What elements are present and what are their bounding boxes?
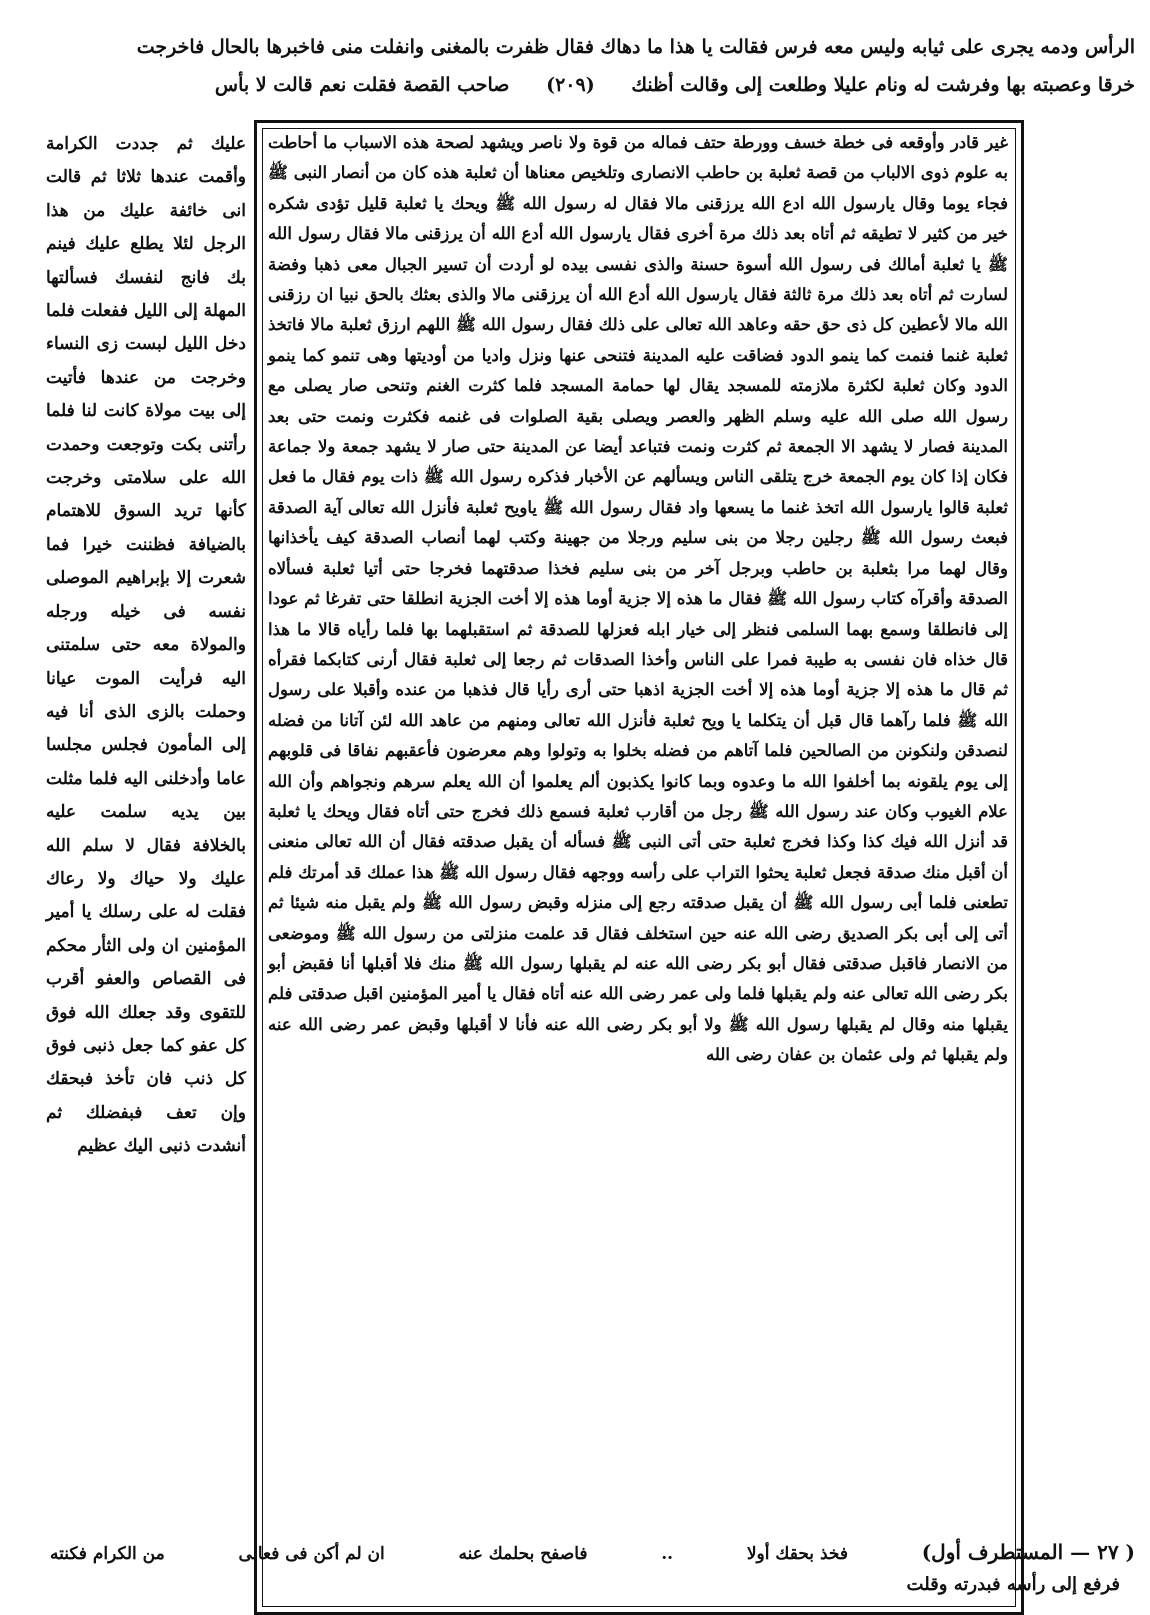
footer-row <box>50 1540 1135 1564</box>
margin-end-line: من الكرام فكنته <box>50 1544 165 1564</box>
header-line-2 <box>50 66 1135 104</box>
verse-part-b: فاصفح بحلمك عنه <box>458 1544 588 1564</box>
margin-paragraph: عليك ثم جددت الكرامة وأقمت عندها ثلاثا ثم قالت انى خائفة عليك من هذا الرجل لئلا يطلع عليك فينم بك فانج لنفسك فسألتها المهلة إلى الليل ففعلت فلما دخل الليل لبست زى النساء وخرجت من عندها فأتيت إلى بيت مولاة كانت لنا فلما رأتنى بكت وتوجعت وحمدت الله على سلامتى وخرجت كأنها تريد السوق للاهتمام بالضيافة فظننت خيرا فما شعرت إلا بإبراهيم الموصلى نفسه فى خيله ورجله والمولاة معه حتى سلمتنى اليه فرأيت الموت عيانا وحملت بالزى الذى أنا فيه إلى المأمون فجلس مجلسا عاما وأدخلنى اليه فلما مثلت بين يديه سلمت عليه بالخلافة فقال لا سلم الله عليك ولا حياك ولا رعاك فقلت له على رسلك يا أمير المؤمنين ان ولى الثأر محكم فى القصاص والعفو أقرب للتقوى وقد جعلك الله فوق كل عفو كما جعل ذنبى فوق كل ذنب فان تأخذ فبحقك وإن تعف فبفضلك ثم أنشدت ذنبى اليك عظيم <box>46 134 246 1157</box>
verse-part-a: فخذ بحقك أولا <box>746 1544 848 1564</box>
signature-mark: ( ٢٧ — المستطرف أول) <box>921 1540 1135 1564</box>
header-line-2a: خرقا وعصبته بها وفرشت له ونام عليلا وطلعت إلى وقالت أظنك <box>631 74 1135 96</box>
verse-part-c: ان لم أكن فى فعالى <box>238 1544 385 1564</box>
margin-text-column <box>46 128 246 1164</box>
header-line-2b: صاحب القصة فقلت نعم قالت لا بأس <box>214 74 510 96</box>
page-number: (٢٠٩) <box>546 74 595 96</box>
header-line-1: الرأس ودمه يجرى على ثيابه وليس معه فرس فقالت يا هذا ما دهاك فقال ظفرت بالمغنى وانفلت منى فاخبرها بالحال فاخرجت <box>136 36 1135 58</box>
main-text-column <box>262 128 1014 1071</box>
last-line: فرفع إلى رأسه فبدرته وقلت <box>906 1574 1120 1595</box>
main-paragraph: غير قادر وأوقعه فى خطة خسف وورطة حتف فماله من قوة ولا ناصر ويشهد لصحة هذه الاسباب ما أحاطت به علوم ذوى الالباب من قصة ثعلبة بن حاطب الانصارى وتلخيص معناها أن ثعلبة هذه كان من أنصار النبى ﷺ فجاء يوما وقال يارسول الله ادع الله يرزقنى مالا فقال له رسول الله ﷺ ويحك يا ثعلبة قليل تؤدى شكره خير من كثير لا تطيقه ثم أتاه بعد ذلك مرة أخرى فقال يارسول الله أدع الله أن يرزقنى مالا فقال رسول الله ﷺ يا ثعلبة أمالك فى رسول الله أسوة حسنة والذى نفسى بيده لو أردت أن تسير الجبال معى ذهبا وفضة لسارت ثم أتاه بعد ذلك مرة ثالثة فقال يارسول الله أدع الله أن يرزقنى مالا والذى بعثك بالحق نبيا ان رزقنى الله مالا لأعطين كل ذى حق حقه وعاهد الله تعالى على ذلك فقال رسول الله ﷺ اللهم ارزق ثعلبة مالا فاتخذ ثعلبة غنما فنمت كما ينمو الدود فضاقت عليه المدينة فتنحى عنها ونزل واديا من أوديتها وهى تنمو كما ينمو الدود وكان ثعلبة لكثرة ملازمته للمسجد يقال لها حمامة المسجد فلما كثرت الغنم وتنحى صار يصلى مع رسول الله صلى الله عليه وسلم الظهر والعصر ويصلى بقية الصلوات فى غنمه فكثرت ونمت حتى بعد المدينة فصار لا يشهد الا الجمعة ثم كثرت ونمت فتباعد أيضا عن المدينة حتى صار لا يشهد جمعة ولا جماعة فكان إذا كان يوم الجمعة خرج يتلقى الناس ويسألهم عن الأخبار فذكره رسول الله ﷺ ذات يوم فقال ما فعل ثعلبة قالوا يارسول الله اتخذ غنما ما يسعها واد فقال رسول الله ﷺ ياويح ثعلبة فأنزل الله تعالى آية الصدقة فبعث رسول الله ﷺ رجلين رجلا من بنى سليم ورجلا من جهينة وكتب لهما أنصاب الصدقة كيف يأخذانها وقال لهما مرا بثعلبة بن حاطب وبرجل آخر من بنى سليم فخذا صدقتهما فخرجا حتى أتيا ثعلبة فسألاه الصدقة وأقرآه كتاب رسول الله ﷺ فقال ما هذه إلا جزية أوما هذه إلا أخت الجزية انطلقا حتى تفرغا ثم عودا إلى فانطلقا وسمع بهما السلمى فنظر إلى خيار ابله فعزلها للصدقة ثم استقبلهما بها فلما رأياه قالا ما هذا قال خذاه فان نفسى به طيبة فمرا على الناس وأخذا الصدقات ثم رجعا إلى ثعلبة فقال أرنى كتابكما فقرأه ثم قال ما هذه إلا جزية أوما هذه إلا أخت الجزية اذهبا حتى أرى رأيا قال فذهبا من عنده وأقبلا على رسول الله ﷺ فلما رآهما قال قبل أن يتكلما يا ويح ثعلبة فأنزل الله تعالى ومنهم من عاهد الله لئن آتانا من فضله لنصدقن ولنكونن من الصالحين فلما آتاهم من فضله بخلوا به وتولوا وهم معرضون فأعقبهم نفاقا فى قلوبهم إلى يوم يلقونه بما أخلفوا الله ما وعدوه وبما كانوا يكذبون ألم يعلموا أن الله يعلم سرهم ونجواهم وأن الله علام الغيوب وكان عند رسول الله ﷺ رجل من أقارب ثعلبة فسمع ذلك فخرج حتى أتاه فقال ويحك يا ثعلبة قد أنزل الله فيك كذا وكذا فخرج ثعلبة حتى أتى النبى ﷺ فسأله أن يقبل صدقته فقال أن الله تعالى منعنى أن أقبل منك صدقة فجعل ثعلبة يحثوا التراب على رأسه ووجهه فقال رسول الله ﷺ هذا عملك قد أمرتك فلم تطعنى فلما أبى رسول الله ﷺ أن يقبل صدقته رجع إلى منزله وقبض رسول الله ﷺ ولم يقبل منه شيئا ثم أتى إلى أبى بكر الصديق رضى الله عنه حين استخلف فقال قد علمت منزلتى من رسول الله ﷺ وموضعى من الانصار فاقبل صدقتى فقال أبو بكر رضى الله عنه لم يقبلها رسول الله ﷺ منك فلا أقبلها أنا فقبض أبو بكر رضى الله تعالى عنه ولم يقبلها فلما ولى عمر رضى الله عنه أتاه فقال يا أمير المؤمنين اقبل صدقتى فلم يقبلها منه وقال لم يقبلها رسول الله ﷺ ولا أبو بكر رضى الله عنه فأنا لا أقبلها وقبض عمر رضى الله عنه ولم يقبلها ثم ولى عثمان بن عفان رضى الله <box>268 133 1008 1065</box>
top-continuation-text <box>50 28 1135 104</box>
footer <box>50 1540 1135 1564</box>
verse-dots: .. <box>661 1544 674 1564</box>
